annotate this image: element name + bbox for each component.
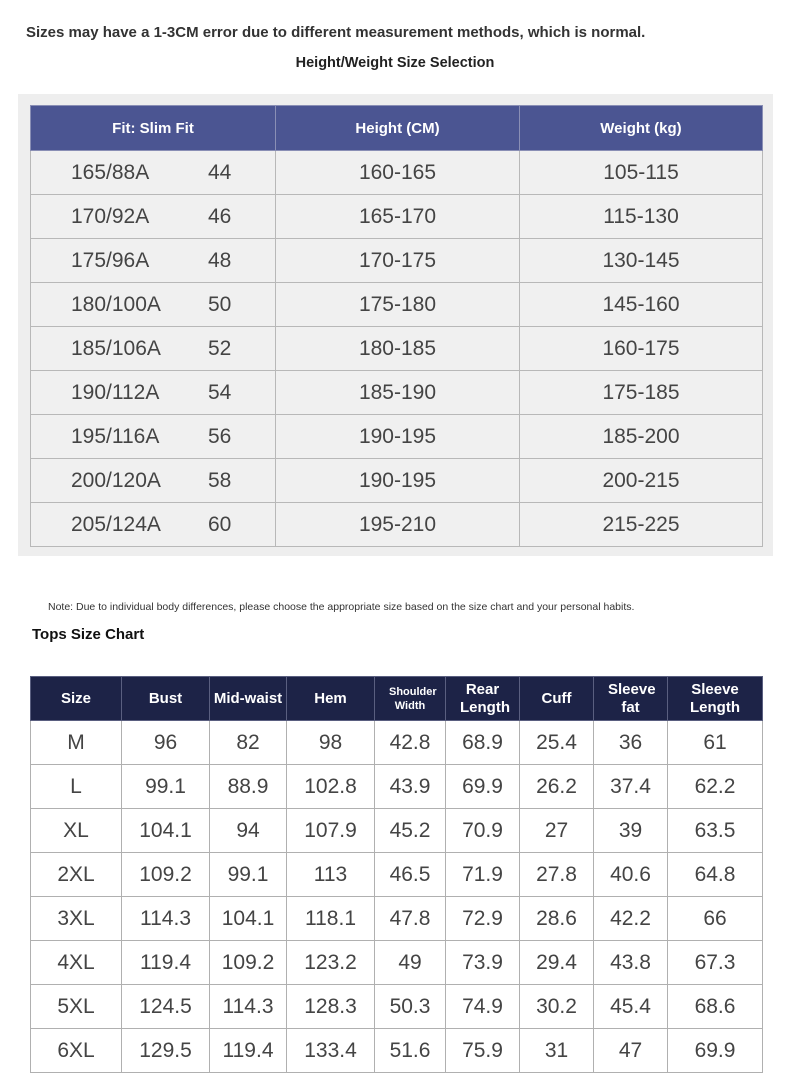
rear-length-cell: 72.9: [446, 897, 520, 941]
sleeve-length-cell: 61: [668, 721, 763, 765]
size-number: 52: [208, 336, 232, 360]
sleeve-length-cell: 64.8: [668, 853, 763, 897]
table-row: [31, 503, 763, 547]
bust-cell: 119.4: [122, 941, 210, 985]
size-number: 48: [208, 248, 232, 272]
weight-cell: 145-160: [520, 283, 763, 327]
size-cell: [31, 283, 276, 327]
cuff-cell: 31: [520, 1029, 594, 1073]
bust-cell: 99.1: [122, 765, 210, 809]
weight-cell: 200-215: [520, 459, 763, 503]
table-row: [31, 151, 763, 195]
size-cell: XL: [31, 809, 122, 853]
table-header-row: [31, 106, 763, 151]
measurement-error-note: Sizes may have a 1-3CM error due to different measurement methods, which is normal.: [26, 24, 646, 41]
sleeve-fat-cell: 39: [594, 809, 668, 853]
size-cell: [31, 327, 276, 371]
table-row: [31, 1029, 763, 1073]
weight-cell: 175-185: [520, 371, 763, 415]
hem-cell: 123.2: [287, 941, 375, 985]
size-cell: 4XL: [31, 941, 122, 985]
sleeve-fat-cell: 47: [594, 1029, 668, 1073]
size-cell: [31, 195, 276, 239]
column-header-bust: Bust: [122, 677, 210, 721]
shoulder-width-cell: 43.9: [375, 765, 446, 809]
height-cell: 185-190: [276, 371, 520, 415]
bust-cell: 124.5: [122, 985, 210, 1029]
column-header-weight: Weight (kg): [520, 106, 763, 151]
mid-waist-cell: 104.1: [210, 897, 287, 941]
size-cell: [31, 415, 276, 459]
table-row: [31, 985, 763, 1029]
sleeve-length-cell: 68.6: [668, 985, 763, 1029]
weight-cell: 160-175: [520, 327, 763, 371]
column-header-mid-waist: Mid-waist: [210, 677, 287, 721]
hem-cell: 133.4: [287, 1029, 375, 1073]
mid-waist-cell: 114.3: [210, 985, 287, 1029]
size-number: 58: [208, 468, 232, 492]
table-row: [31, 721, 763, 765]
size-cell: 2XL: [31, 853, 122, 897]
sleeve-length-cell: 66: [668, 897, 763, 941]
height-cell: 165-170: [276, 195, 520, 239]
table-row: [31, 415, 763, 459]
mid-waist-cell: 99.1: [210, 853, 287, 897]
height-cell: 160-165: [276, 151, 520, 195]
cuff-cell: 30.2: [520, 985, 594, 1029]
shoulder-width-cell: 46.5: [375, 853, 446, 897]
size-code: 180/100A: [71, 292, 161, 316]
size-cell: 5XL: [31, 985, 122, 1029]
tops-size-chart-title: Tops Size Chart: [32, 626, 145, 643]
size-cell: M: [31, 721, 122, 765]
column-header-height: Height (CM): [276, 106, 520, 151]
mid-waist-cell: 119.4: [210, 1029, 287, 1073]
hem-cell: 128.3: [287, 985, 375, 1029]
cuff-cell: 27.8: [520, 853, 594, 897]
height-weight-size-table: [30, 105, 763, 547]
shoulder-width-cell: 49: [375, 941, 446, 985]
bust-cell: 96: [122, 721, 210, 765]
size-number: 46: [208, 204, 232, 228]
sleeve-fat-cell: 45.4: [594, 985, 668, 1029]
size-cell: [31, 371, 276, 415]
size-number: 44: [208, 160, 232, 184]
table-row: [31, 283, 763, 327]
rear-length-cell: 74.9: [446, 985, 520, 1029]
table-row: [31, 459, 763, 503]
sleeve-fat-cell: 40.6: [594, 853, 668, 897]
column-header-shoulder-width: Shoulder Width: [375, 677, 446, 721]
height-cell: 175-180: [276, 283, 520, 327]
mid-waist-cell: 109.2: [210, 941, 287, 985]
cuff-cell: 26.2: [520, 765, 594, 809]
sleeve-fat-cell: 36: [594, 721, 668, 765]
bust-cell: 104.1: [122, 809, 210, 853]
weight-cell: 105-115: [520, 151, 763, 195]
hem-cell: 118.1: [287, 897, 375, 941]
size-cell: [31, 459, 276, 503]
size-code: 185/106A: [71, 336, 161, 360]
sleeve-length-cell: 63.5: [668, 809, 763, 853]
table-row: [31, 853, 763, 897]
sleeve-fat-cell: 42.2: [594, 897, 668, 941]
rear-length-cell: 75.9: [446, 1029, 520, 1073]
mid-waist-cell: 88.9: [210, 765, 287, 809]
weight-cell: 215-225: [520, 503, 763, 547]
hem-cell: 113: [287, 853, 375, 897]
table-row: [31, 809, 763, 853]
mid-waist-cell: 82: [210, 721, 287, 765]
size-code: 165/88A: [71, 160, 150, 184]
size-cell: L: [31, 765, 122, 809]
table-row: [31, 371, 763, 415]
cuff-cell: 27: [520, 809, 594, 853]
rear-length-cell: 71.9: [446, 853, 520, 897]
size-number: 50: [208, 292, 232, 316]
shoulder-width-cell: 45.2: [375, 809, 446, 853]
shoulder-width-cell: 42.8: [375, 721, 446, 765]
rear-length-cell: 73.9: [446, 941, 520, 985]
height-cell: 190-195: [276, 415, 520, 459]
sleeve-fat-cell: 43.8: [594, 941, 668, 985]
sleeve-length-cell: 67.3: [668, 941, 763, 985]
size-number: 54: [208, 380, 232, 404]
table-row: [31, 239, 763, 283]
rear-length-cell: 70.9: [446, 809, 520, 853]
sleeve-length-cell: 62.2: [668, 765, 763, 809]
table-row: [31, 195, 763, 239]
hem-cell: 102.8: [287, 765, 375, 809]
column-header-fit: Fit: Slim Fit: [31, 106, 276, 151]
size-number: 56: [208, 424, 232, 448]
column-header-sleeve-length: Sleeve Length: [668, 677, 763, 721]
mid-waist-cell: 94: [210, 809, 287, 853]
table-header-row: [31, 677, 763, 721]
size-code: 190/112A: [71, 380, 160, 404]
hem-cell: 98: [287, 721, 375, 765]
sleeve-fat-cell: 37.4: [594, 765, 668, 809]
size-cell: 3XL: [31, 897, 122, 941]
shoulder-width-cell: 47.8: [375, 897, 446, 941]
weight-cell: 130-145: [520, 239, 763, 283]
height-cell: 190-195: [276, 459, 520, 503]
height-cell: 180-185: [276, 327, 520, 371]
size-code: 175/96A: [71, 248, 150, 272]
tops-size-table: [30, 676, 763, 1073]
weight-cell: 115-130: [520, 195, 763, 239]
size-code: 170/92A: [71, 204, 150, 228]
table-row: [31, 941, 763, 985]
size-cell: [31, 239, 276, 283]
size-code: 205/124A: [71, 512, 161, 536]
hem-cell: 107.9: [287, 809, 375, 853]
column-header-size: Size: [31, 677, 122, 721]
bust-cell: 114.3: [122, 897, 210, 941]
column-header-hem: Hem: [287, 677, 375, 721]
size-number: 60: [208, 512, 232, 536]
bust-cell: 129.5: [122, 1029, 210, 1073]
size-code: 195/116A: [71, 424, 160, 448]
cuff-cell: 29.4: [520, 941, 594, 985]
size-cell: [31, 503, 276, 547]
height-weight-title: Height/Weight Size Selection: [295, 55, 495, 71]
weight-cell: 185-200: [520, 415, 763, 459]
size-cell: 6XL: [31, 1029, 122, 1073]
height-cell: 195-210: [276, 503, 520, 547]
table-row: [31, 897, 763, 941]
size-cell: [31, 151, 276, 195]
table-row: [31, 327, 763, 371]
cuff-cell: 25.4: [520, 721, 594, 765]
body-difference-note: Note: Due to individual body differences, please choose the appropriate size based on the size chart and your personal habits.: [48, 601, 635, 613]
height-cell: 170-175: [276, 239, 520, 283]
bust-cell: 109.2: [122, 853, 210, 897]
column-header-rear-length: Rear Length: [446, 677, 520, 721]
shoulder-width-cell: 50.3: [375, 985, 446, 1029]
size-code: 200/120A: [71, 468, 161, 492]
column-header-cuff: Cuff: [520, 677, 594, 721]
rear-length-cell: 68.9: [446, 721, 520, 765]
sleeve-length-cell: 69.9: [668, 1029, 763, 1073]
cuff-cell: 28.6: [520, 897, 594, 941]
table-row: [31, 765, 763, 809]
rear-length-cell: 69.9: [446, 765, 520, 809]
column-header-sleeve-fat: Sleeve fat: [594, 677, 668, 721]
shoulder-width-cell: 51.6: [375, 1029, 446, 1073]
